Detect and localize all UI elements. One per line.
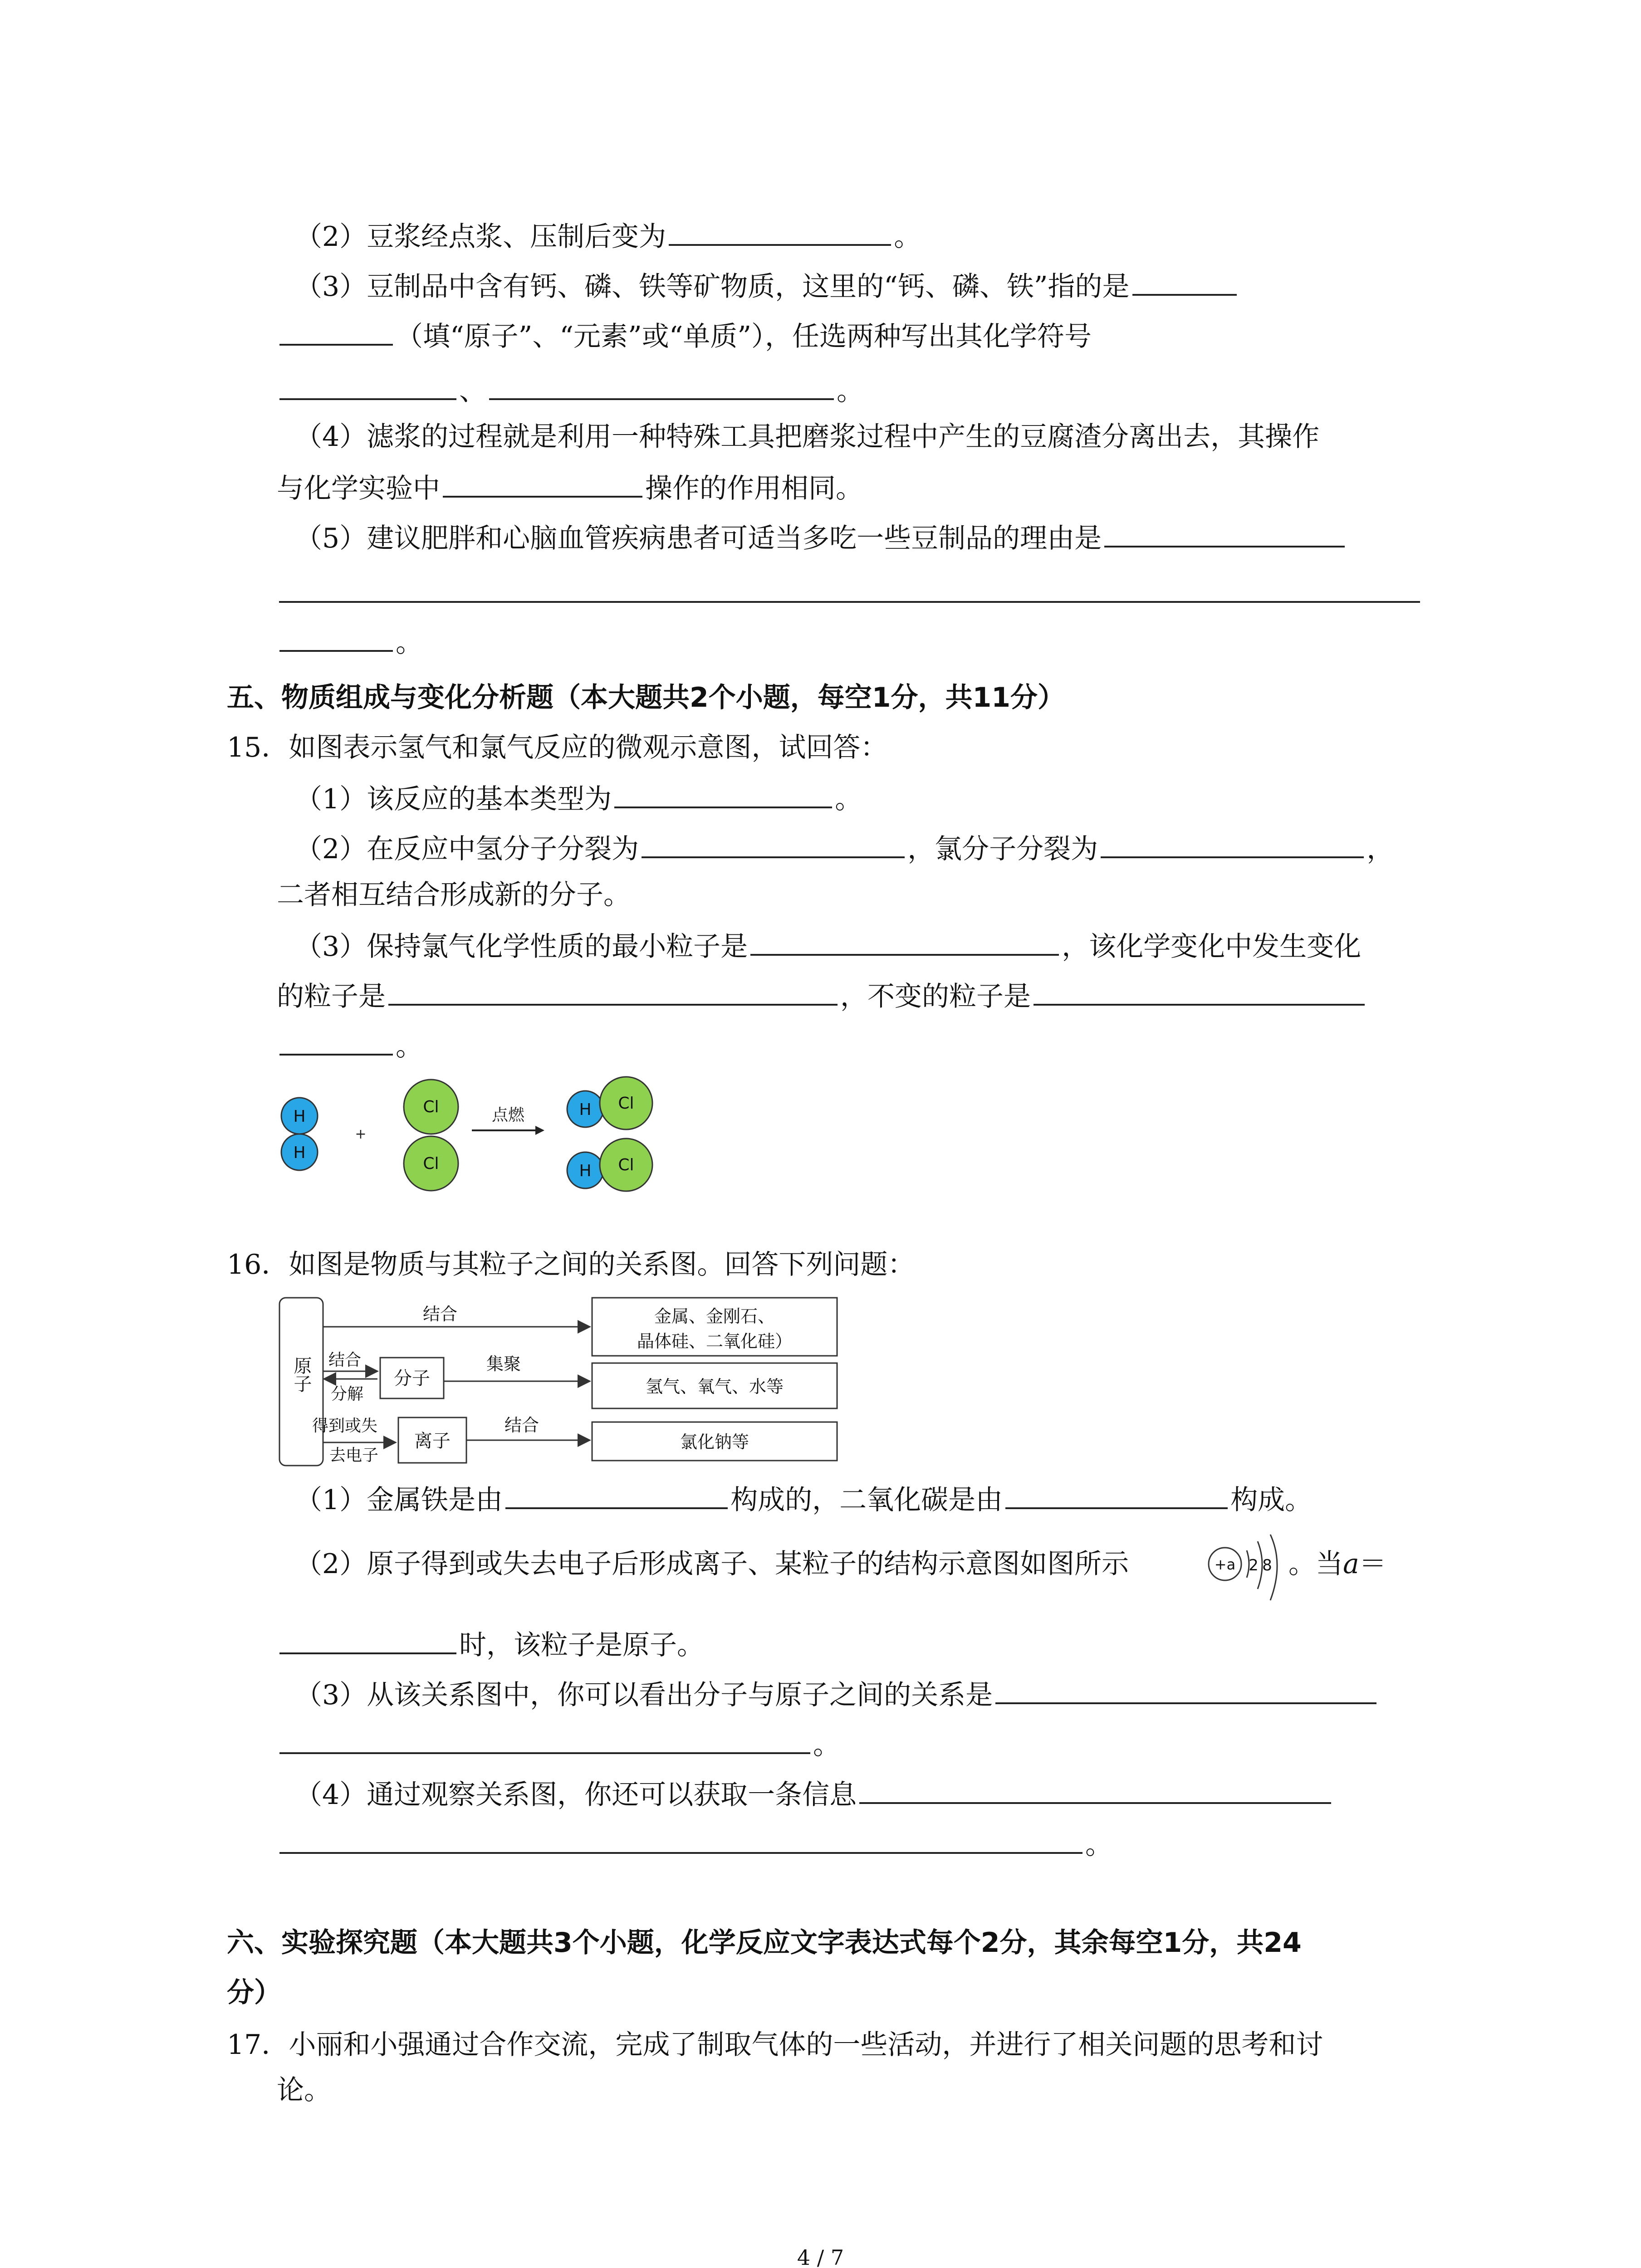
q17-line1: 17．小丽和小强通过合作交流，完成了制取气体的一些活动，并进行了相关问题的思考和讨 [227,2029,1323,2061]
ion-arrow-labels [312,1417,396,1465]
answer-blank[interactable] [388,978,838,1006]
hydrogen-molecule [281,1098,318,1170]
q14-part3-line1: （3）豆制品中含有钙、磷、铁等矿物质，这里的“钙、磷、铁”指的是 [295,268,1239,302]
arrow-condition-label: 点燃 [491,1106,525,1124]
q17-line2: 论。 [277,2074,331,2106]
answer-blank[interactable] [505,1481,728,1509]
answer-blank[interactable] [1132,268,1237,296]
nucleus-charge: +a [1214,1556,1236,1573]
answer-blank[interactable] [279,318,393,346]
q16-part3-line1: （3）从该关系图中，你可以看出分子与原子之间的关系是 [295,1676,1379,1711]
ion-label: 离子 [414,1431,451,1452]
q15-part2-line1: （2）在反应中氢分子分裂为 ，氯分子分裂为 ， [295,830,1394,865]
q16-part3-line2: 。 [277,1726,840,1760]
answer-blank[interactable] [1034,978,1365,1006]
q16-part2-line1: （2）原子得到或失去电子后形成离子、某粒子的结构示意图如图所示 [295,1548,1129,1580]
answer-blank[interactable] [1104,519,1345,547]
substance-box-3 [592,1422,837,1461]
q14-part5-line3: 。 [277,624,423,658]
atom-molecule-arrows [323,1351,377,1403]
reaction-arrow [472,1106,544,1135]
q14-part4-line2: 与化学实验中 操作的作用相同。 [277,469,863,504]
combine-arrow-top [323,1304,590,1327]
q14-part3-line3: 、 。 [277,372,864,406]
answer-blank[interactable] [279,1027,393,1056]
q16-part2-line2: 时，该粒子是原子。 [277,1626,704,1661]
combine-label: 结合 [504,1415,539,1435]
atom-label-cl: Cl [423,1154,439,1173]
answer-blank[interactable] [279,624,393,652]
section-6-title-line1: 六、实验探究题（本大题共3个小题，化学反应文字表达式每个2分，其余每空1分，共24 [227,1927,1302,1959]
molecule-box [380,1358,444,1398]
page-number: 4 / 7 [797,2245,844,2268]
hcl-molecule [567,1077,652,1129]
answer-blank[interactable] [642,830,905,858]
atom-label-cl: Cl [618,1156,634,1174]
box1-line1: 金属、金刚石、 [654,1306,775,1326]
q16-part2-tail: 。当a＝ [1288,1548,1386,1580]
particle-structure-diagram [1207,1532,1288,1609]
ion-box [398,1418,466,1463]
q14-part2: （2）豆浆经点浆、压制后变为 。 [295,218,921,252]
substance-particle-diagram [277,1295,857,1476]
substance-box-2 [592,1363,837,1408]
gain-lose-label: 去电子 [329,1446,379,1465]
box1-line2: 晶体硅、二氧化硅） [637,1331,793,1351]
answer-blank[interactable] [614,780,832,808]
q15-part3-line1: （3）保持氯气化学性质的最小粒子是 ，该化学变化中发生变化 [295,928,1361,962]
atom-label-h: H [293,1144,306,1162]
answer-blank[interactable] [669,218,891,246]
ion-combine-arrow [466,1415,590,1440]
gather-arrow [444,1354,590,1381]
q15-part3-line2: 的粒子是 ，不变的粒子是 [277,978,1367,1012]
q15-part2-line2: 二者相互结合形成新的分子。 [277,879,631,911]
atom-label-cl: Cl [618,1094,634,1113]
atom-label-h: H [293,1107,306,1126]
shell-electrons-1: 2 [1249,1556,1259,1574]
gather-label: 集聚 [486,1354,521,1374]
answer-rule[interactable] [279,601,1420,603]
q16-part1: （1）金属铁是由 构成的，二氧化碳是由 构成。 [295,1481,1312,1515]
plus-sign: + [355,1126,367,1142]
q16-part4-line2: 。 [277,1826,1112,1860]
substance-box-1 [592,1298,837,1356]
answer-blank[interactable] [279,1726,810,1754]
q15-part1: （1）该反应的基本类型为 。 [295,780,862,815]
chlorine-molecule [404,1080,458,1191]
answer-blank[interactable] [859,1776,1331,1804]
answer-blank[interactable] [279,1826,1083,1854]
answer-blank[interactable] [489,372,834,400]
answer-blank[interactable] [279,372,456,400]
answer-blank[interactable] [750,928,1059,956]
answer-blank[interactable] [279,1626,456,1654]
q14-part4-line1: （4）滤浆的过程就是利用一种特殊工具把磨浆过程中产生的豆腐渣分离出去，其操作 [295,421,1320,453]
q16-stem: 16．如图是物质与其粒子之间的关系图。回答下列问题： [227,1249,915,1281]
answer-blank[interactable] [1101,830,1364,858]
section-6-title-line2: 分） [227,1977,281,2009]
atom-label: 原子 [291,1356,312,1393]
answer-blank[interactable] [443,469,642,498]
atom-label-h: H [579,1100,592,1119]
decompose-label: 分解 [330,1385,364,1403]
molecule-label: 分子 [394,1368,430,1389]
q14-part5-line1: （5）建议肥胖和心脑血管疾病患者可适当多吃一些豆制品的理由是 [295,519,1347,554]
q14-part3-line2: （填“原子”、“元素”或“单质”），任选两种写出其化学符号 [277,318,1092,352]
atom-label-cl: Cl [423,1098,439,1116]
hcl-molecule [567,1139,652,1191]
combine-label: 结合 [328,1351,362,1369]
box3-label: 氯化钠等 [680,1432,749,1452]
atom-box [279,1298,323,1466]
section-5-title: 五、物质组成与变化分析题（本大题共2个小题，每空1分，共11分） [227,682,1065,714]
shell-electrons-2: 8 [1262,1556,1272,1574]
box2-label: 氢气、氧气、水等 [645,1377,784,1397]
q15-part3-line3: 。 [277,1027,423,1062]
answer-blank[interactable] [1005,1481,1228,1509]
combine-label: 结合 [422,1304,458,1324]
atom-label-h: H [579,1162,592,1180]
gain-lose-label: 得到或失 [312,1417,378,1435]
answer-blank[interactable] [995,1676,1376,1704]
q15-stem: 15．如图表示氢气和氯气反应的微观示意图，试回答： [227,732,888,763]
q16-part4-line1: （4）通过观察关系图，你还可以获取一条信息 [295,1776,1334,1810]
reaction-diagram [272,1075,671,1202]
